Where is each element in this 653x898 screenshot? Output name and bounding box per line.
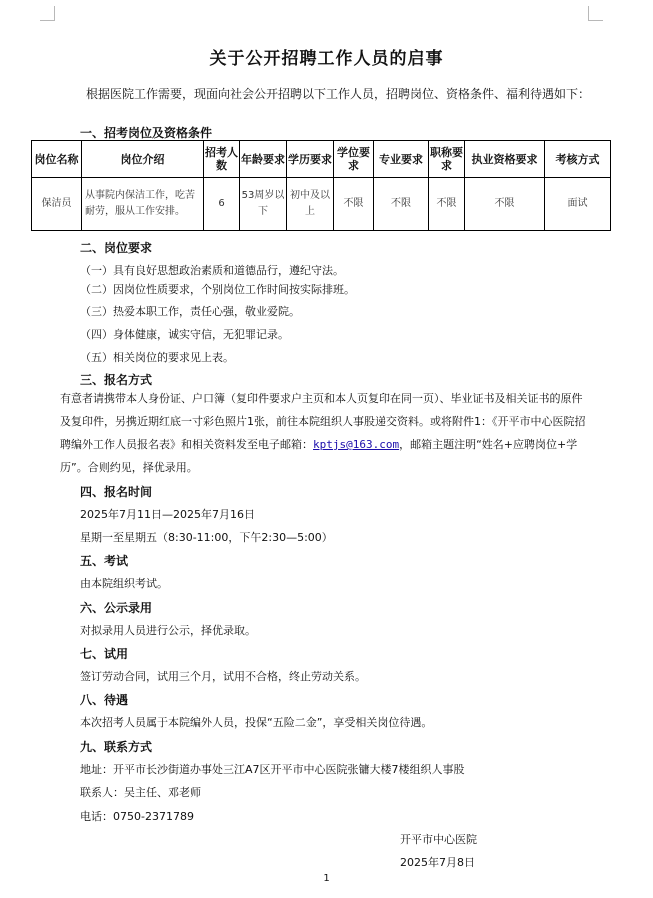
section-heading-exam: 五、考试 — [80, 554, 129, 568]
job-table — [31, 140, 611, 231]
contact-address: 地址：开平市长沙街道办事处三江A7区开平市中心医院张镛大楼7楼组织人事股 — [80, 763, 465, 776]
table-header-cell: 专业要求 — [374, 141, 429, 178]
section-heading-period: 四、报名时间 — [80, 485, 153, 499]
table-header-cell: 学位要求 — [334, 141, 374, 178]
table-cell: 保洁员 — [32, 178, 82, 231]
table-cell: 不限 — [429, 178, 465, 231]
table-header-cell: 学历要求 — [287, 141, 334, 178]
benefits-text: 本次招考人员属于本院编外人员，投保“五险二金”，享受相关岗位待遇。 — [80, 716, 433, 729]
table-cell: 53周岁以下 — [240, 178, 287, 231]
table-cell: 初中及以上 — [287, 178, 334, 231]
table-cell: 不限 — [374, 178, 429, 231]
table-row — [32, 178, 611, 231]
section-heading-probation: 七、试用 — [80, 647, 129, 661]
requirement-item: （三）热爱本职工作，责任心强，敬业爱院。 — [80, 305, 300, 318]
intro-paragraph: 根据医院工作需要，现面向社会公开招聘以下工作人员，招聘岗位、资格条件、福利待遇如下： — [86, 87, 591, 101]
exam-text: 由本院组织考试。 — [80, 577, 168, 590]
signature-date: 2025年7月8日 — [400, 856, 475, 869]
application-dates: 2025年7月11日—2025年7月16日 — [80, 508, 255, 521]
table-header-cell: 年龄要求 — [240, 141, 287, 178]
contact-person: 联系人：吴主任、邓老师 — [80, 786, 201, 799]
requirement-item: （四）身体健康，诚实守信，无犯罪记录。 — [80, 328, 289, 341]
section-heading-application: 三、报名方式 — [80, 373, 153, 387]
section-heading-contact: 九、联系方式 — [80, 740, 153, 754]
contact-phone: 电话：0750-2371789 — [80, 810, 194, 823]
probation-text: 签订劳动合同，试用三个月，试用不合格，终止劳动关系。 — [80, 670, 366, 683]
table-header-cell: 考核方式 — [545, 141, 611, 178]
requirement-item: （二）因岗位性质要求，个别岗位工作时间按实际排班。 — [80, 283, 355, 296]
application-text-end: ，邮箱主题注明“姓名+应聘岗位+学历”。合则约见，择优录用。 — [60, 438, 578, 474]
table-header-cell: 执业资格要求 — [465, 141, 545, 178]
table-header-cell: 岗位名称 — [32, 141, 82, 178]
requirement-item: （一）具有良好思想政治素质和道德品行，遵纪守法。 — [80, 264, 344, 277]
table-header-cell: 职称要求 — [429, 141, 465, 178]
table-cell: 不限 — [465, 178, 545, 231]
page-corner-mark-left — [40, 6, 55, 21]
section-heading-benefits: 八、待遇 — [80, 693, 129, 707]
page-title: 关于公开招聘工作人员的启事 — [209, 49, 444, 69]
page-corner-mark-right — [588, 6, 603, 21]
email-link[interactable]: kptjs@163.com — [313, 438, 400, 451]
page-number: 1 — [323, 873, 330, 884]
table-header-row — [32, 141, 611, 178]
table-cell: 面试 — [545, 178, 611, 231]
section-heading-requirements: 二、岗位要求 — [80, 241, 153, 255]
application-paragraph — [60, 387, 592, 479]
requirement-item: （五）相关岗位的要求见上表。 — [80, 351, 234, 364]
table-header-cell: 招考人数 — [204, 141, 240, 178]
section-heading-positions: 一、招考岗位及资格条件 — [80, 126, 213, 140]
table-header-cell: 岗位介绍 — [82, 141, 204, 178]
table-cell: 不限 — [334, 178, 374, 231]
publicity-text: 对拟录用人员进行公示，择优录取。 — [80, 624, 256, 637]
section-heading-publicity: 六、公示录用 — [80, 601, 153, 615]
application-text: 有意者请携带本人身份证、户口簿（复印件要求户主页和本人页复印在同一页）、毕业证书及相关证书的原件及复印件，另携近期红底一寸彩色照片1张，前往本院组织人事股递交资料。或将附件1：《开平市中心医院招聘编外工作人员报名表》和相关资料发至电子邮箱： — [60, 392, 586, 451]
signature-organization: 开平市中心医院 — [400, 833, 477, 846]
table-cell: 6 — [204, 178, 240, 231]
table-cell: 从事院内保洁工作，吃苦耐劳，服从工作安排。 — [82, 178, 204, 231]
application-hours: 星期一至星期五（8:30-11:00，下午2:30—5:00） — [80, 531, 333, 544]
